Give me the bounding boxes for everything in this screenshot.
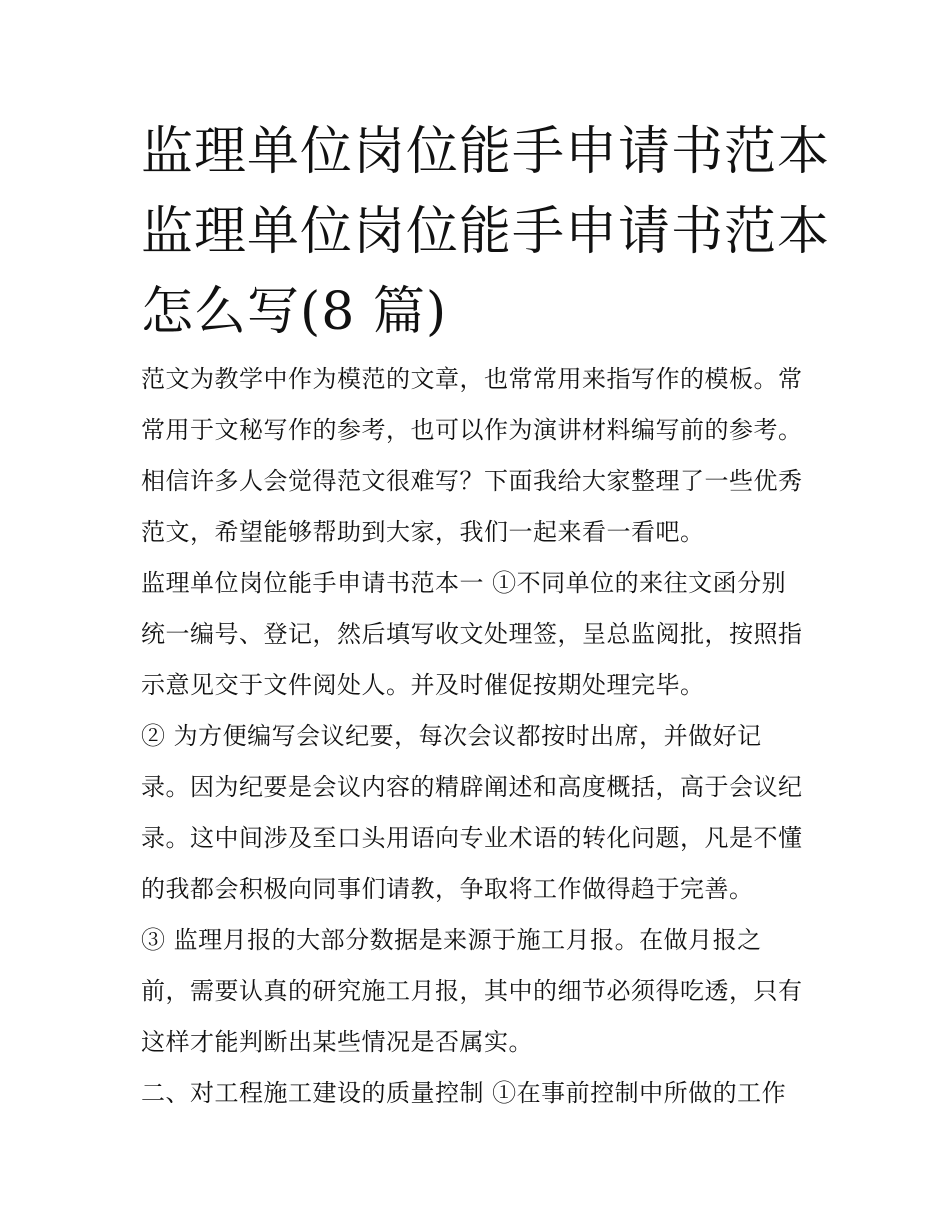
- title-line: 怎么写(8 篇): [141, 282, 448, 342]
- body-line: ③ 监理月报的大部分数据是来源于施工月报。在做月报之: [141, 926, 762, 954]
- title-line: 监理单位岗位能手申请书范本: [141, 122, 831, 182]
- body-line: 相信许多人会觉得范文很难写？下面我给大家整理了一些优秀: [141, 467, 803, 495]
- body-line: 统一编号、登记，然后填写收文处理签，呈总监阅批，按照指: [141, 620, 803, 648]
- body-line: 这样才能判断出某些情况是否属实。: [141, 1028, 533, 1056]
- body-line: 前，需要认真的研究施工月报，其中的细节必须得吃透，只有: [141, 977, 803, 1005]
- body-line: 的我都会积极向同事们请教，争取将工作做得趋于完善。: [141, 875, 754, 903]
- body-line: 录。因为纪要是会议内容的精辟阐述和高度概括，高于会议纪: [141, 773, 803, 801]
- body-line: 范文为教学中作为模范的文章，也常常用来指写作的模板。常: [141, 365, 803, 393]
- body-line: 录。这中间涉及至口头用语向专业术语的转化问题，凡是不懂: [141, 824, 803, 852]
- body-line: 示意见交于文件阅处人。并及时催促按期处理完毕。: [141, 671, 705, 699]
- body-line: 范文，希望能够帮助到大家，我们一起来看一看吧。: [141, 518, 705, 546]
- body-line: 常用于文秘写作的参考，也可以作为演讲材料编写前的参考。: [141, 416, 803, 444]
- body-line: 监理单位岗位能手申请书范本一 ①不同单位的来往文函分别: [141, 569, 787, 597]
- title-line: 监理单位岗位能手申请书范本: [141, 202, 831, 262]
- document-body: [141, 354, 821, 1119]
- body-line: 二、对工程施工建设的质量控制 ①在事前控制中所做的工作: [141, 1079, 787, 1107]
- body-line: ② 为方便编写会议纪要，每次会议都按时出席，并做好记: [141, 722, 762, 750]
- document-title: [141, 112, 831, 352]
